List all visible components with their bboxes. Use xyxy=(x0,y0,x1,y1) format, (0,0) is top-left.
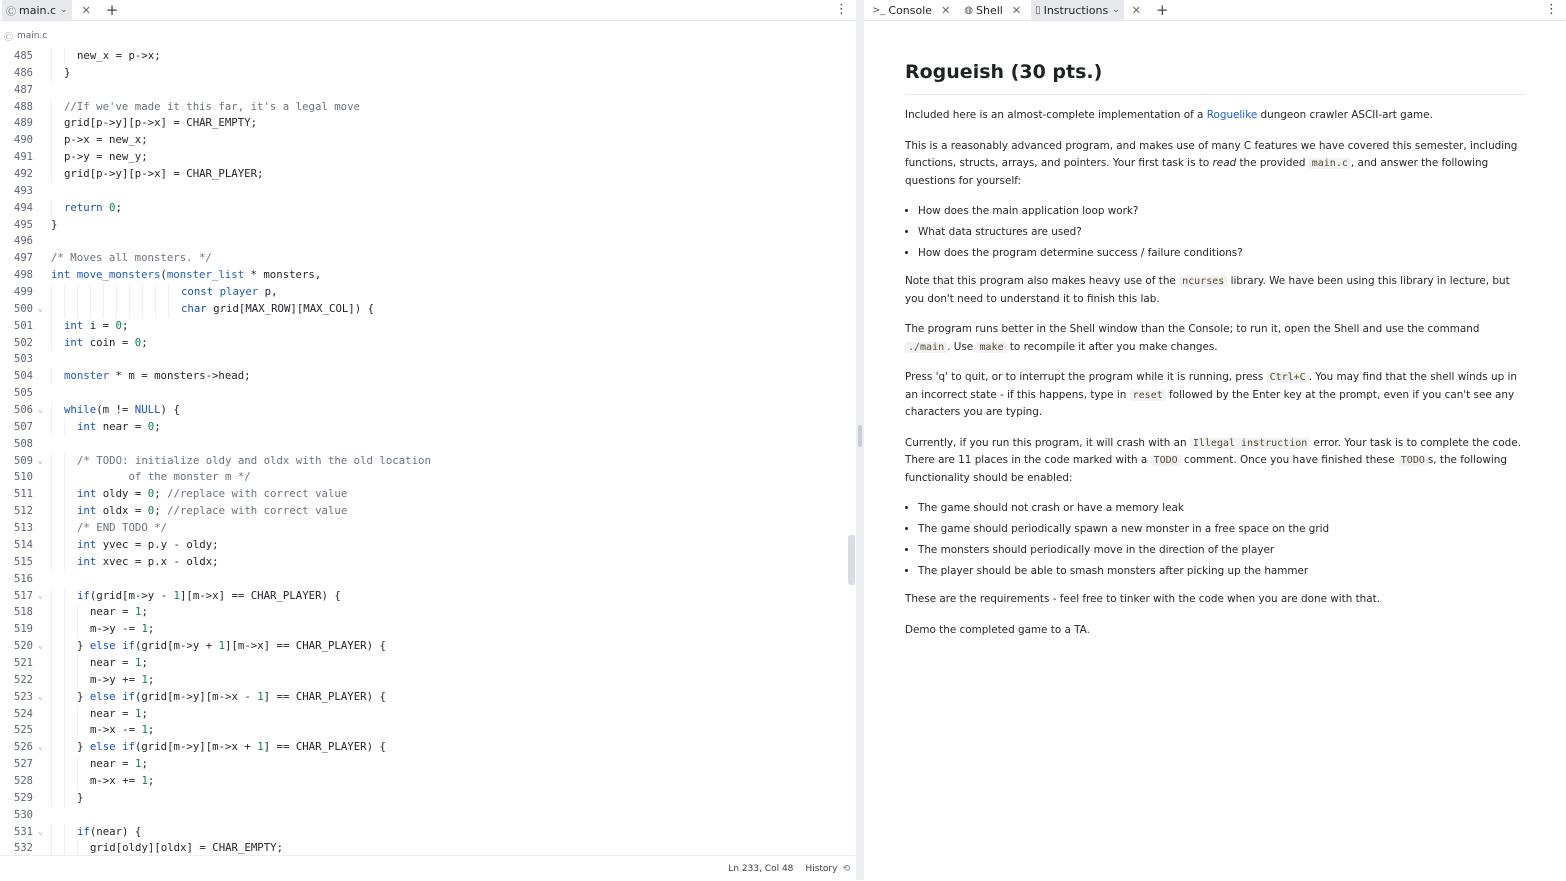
code-line[interactable] xyxy=(0,520,856,537)
code-line[interactable] xyxy=(0,537,856,554)
code-line[interactable] xyxy=(0,385,856,402)
breadcrumb-file[interactable]: main.c xyxy=(17,31,48,41)
code-line[interactable] xyxy=(0,183,856,200)
code-text: //If we've made it this far, it's a legal move xyxy=(51,99,360,116)
line-number: 531 xyxy=(14,825,33,838)
book-icon: ▯ xyxy=(1035,4,1041,16)
line-number: 488 xyxy=(14,100,33,113)
code-text: near = 1; xyxy=(51,655,148,672)
more-options-icon[interactable]: ⋮ xyxy=(835,2,848,17)
code-line[interactable] xyxy=(0,48,856,65)
code-text: } else if(grid[m->y + 1][m->x] == CHAR_PLAYER) { xyxy=(51,638,386,655)
history-icon[interactable]: ⟲ xyxy=(842,863,850,874)
code-line[interactable] xyxy=(0,318,856,335)
code-line[interactable] xyxy=(0,790,856,807)
code-text: int move_monsters(monster_list * monsters, xyxy=(51,268,322,282)
instructions-pane xyxy=(864,0,1566,880)
close-icon[interactable]: ✕ xyxy=(941,3,951,17)
quit-paragraph xyxy=(905,369,1525,422)
line-number: 510 xyxy=(14,471,33,484)
code-text: } xyxy=(51,65,70,82)
fold-chevron-icon[interactable]: ⌄ xyxy=(38,405,43,415)
fold-chevron-icon[interactable]: ⌄ xyxy=(38,742,43,752)
code-line[interactable] xyxy=(0,638,856,655)
inline-code: ncurses xyxy=(1179,276,1227,287)
inline-code: Ctrl+C xyxy=(1267,372,1309,383)
code-line[interactable] xyxy=(0,335,856,352)
tab-label: Console xyxy=(888,3,933,17)
cursor-position[interactable]: Ln 233, Col 48 xyxy=(728,863,794,874)
inline-code: Illegal instruction xyxy=(1190,438,1310,449)
line-number: 532 xyxy=(14,842,33,855)
code-text: int yvec = p.y - oldy; xyxy=(51,537,219,554)
code-line[interactable] xyxy=(0,840,856,855)
line-number: 508 xyxy=(14,437,33,450)
new-tab-button[interactable]: + xyxy=(1155,1,1169,19)
code-line[interactable] xyxy=(0,284,856,301)
code-line[interactable] xyxy=(0,149,856,166)
list-item: • How does the main application loop work? xyxy=(918,203,1525,220)
code-line[interactable] xyxy=(0,739,856,756)
text: s, the following functionality should be enabled: xyxy=(905,454,1507,484)
code-text: p->x = new_x; xyxy=(51,132,148,149)
emphasis: read xyxy=(1212,157,1237,169)
console-icon: >_ xyxy=(872,4,886,16)
code-line[interactable] xyxy=(0,419,856,436)
line-number: 518 xyxy=(14,606,33,619)
code-line[interactable] xyxy=(0,65,856,82)
tab-shell[interactable] xyxy=(960,0,1025,20)
code-text: m->x -= 1; xyxy=(51,722,154,739)
pane-divider[interactable] xyxy=(856,0,864,880)
code-line[interactable] xyxy=(0,706,856,723)
line-number: 495 xyxy=(14,218,33,231)
code-line[interactable] xyxy=(0,301,856,318)
tab-console[interactable] xyxy=(868,0,954,20)
line-number: 492 xyxy=(14,168,33,181)
code-line[interactable] xyxy=(0,82,856,99)
shell-icon: ◍ xyxy=(964,4,974,16)
code-text: int oldy = 0; //replace with correct value xyxy=(51,486,347,503)
code-line[interactable] xyxy=(0,571,856,588)
inline-code: TODO xyxy=(1151,455,1181,466)
text: This is a reasonably advanced program, and makes use of many C features we have covered this semester, including functions, structs, arrays, and pointers. Your first task is to xyxy=(905,139,1518,169)
list-item: • The game should not crash or have a memory leak xyxy=(918,500,1525,517)
demo-note: Demo the completed game to a TA. xyxy=(905,623,1090,636)
code-line[interactable] xyxy=(0,672,856,689)
line-number: 523 xyxy=(14,690,33,703)
code-line[interactable] xyxy=(0,722,856,739)
text: Press 'q' to quit, or to interrupt the program while it is running, press xyxy=(905,371,1267,383)
line-number: 485 xyxy=(14,50,33,62)
fold-chevron-icon[interactable]: ⌄ xyxy=(38,691,43,701)
line-number: 494 xyxy=(14,201,33,214)
text: followed by the Enter key at the prompt, even if you can't see any characters you are typing. xyxy=(905,388,1515,418)
line-number: 505 xyxy=(14,387,33,400)
code-line[interactable] xyxy=(0,200,856,217)
line-number: 501 xyxy=(14,319,33,332)
close-tab-button[interactable] xyxy=(72,0,95,20)
text: . You may find that the shell winds up in an incorrect state - if this happens, type in xyxy=(905,371,1517,401)
line-number: 521 xyxy=(14,656,33,669)
code-text: grid[p->y][p->x] = CHAR_PLAYER; xyxy=(51,166,263,183)
code-line[interactable] xyxy=(0,132,856,149)
code-text: near = 1; xyxy=(51,756,148,773)
code-line[interactable] xyxy=(0,486,856,503)
line-number: 529 xyxy=(14,791,33,804)
line-number: 496 xyxy=(14,235,33,248)
text: error. Your task is to complete the code. There are 11 places in the code marked with a xyxy=(905,436,1521,466)
text: Currently, if you run this program, it will crash with an xyxy=(905,436,1190,449)
code-text: char grid[MAX_ROW][MAX_COL]) { xyxy=(51,301,374,318)
code-text: int near = 0; xyxy=(51,419,161,436)
run-paragraph xyxy=(905,321,1525,356)
list-item: • The monsters should periodically move in the direction of the player xyxy=(918,542,1525,559)
status-bar xyxy=(0,855,856,881)
code-line[interactable] xyxy=(0,756,856,773)
line-number: 512 xyxy=(14,505,33,518)
code-text: grid[oldy][oldx] = CHAR_EMPTY; xyxy=(51,840,283,855)
line-number: 490 xyxy=(14,134,33,147)
code-line[interactable] xyxy=(0,99,856,116)
code-text: of the monster m */ xyxy=(51,469,251,486)
line-number: 493 xyxy=(14,184,33,197)
code-line[interactable] xyxy=(0,166,856,183)
code-text: new_x = p->x; xyxy=(51,48,161,65)
task-paragraph xyxy=(905,138,1525,191)
inline-code: make xyxy=(976,342,1006,353)
code-line[interactable] xyxy=(0,807,856,824)
text: , and answer the following questions for yourself: xyxy=(905,157,1489,187)
code-line[interactable] xyxy=(0,621,856,638)
line-number: 526 xyxy=(14,741,33,754)
fold-chevron-icon[interactable]: ⌄ xyxy=(38,590,43,600)
code-line[interactable] xyxy=(0,402,856,419)
line-number: 515 xyxy=(14,555,33,568)
tab-label: Instructions xyxy=(1043,3,1109,17)
questions-list xyxy=(905,203,1525,262)
line-number: 530 xyxy=(14,808,33,821)
fold-chevron-icon[interactable]: ⌄ xyxy=(38,303,43,313)
code-line[interactable] xyxy=(0,233,856,250)
line-number: 514 xyxy=(14,538,33,551)
ncurses-paragraph xyxy=(905,273,1525,308)
code-line[interactable] xyxy=(0,217,856,234)
code-text: if(grid[m->y - 1][m->x] == CHAR_PLAYER) { xyxy=(51,588,341,605)
line-number: 507 xyxy=(14,420,33,433)
list-item: • The player should be able to smash monsters after picking up the hammer xyxy=(918,563,1525,580)
instructions-document xyxy=(905,60,1525,652)
text: The program runs better in the Shell window than the Console; to run it, open the Shell and use the command xyxy=(905,323,1480,335)
todo-paragraph xyxy=(905,435,1525,488)
requirements-note: These are the requirements - feel free to tinker with the code when you are done with that. xyxy=(905,593,1381,605)
inline-code: ./main xyxy=(905,342,947,353)
text: comment. Once you have finished these xyxy=(1180,454,1398,466)
code-line[interactable] xyxy=(0,267,856,284)
code-text: } xyxy=(51,790,83,807)
line-number: 513 xyxy=(14,522,33,535)
code-text: int coin = 0; xyxy=(51,335,148,352)
line-number: 491 xyxy=(14,151,33,164)
line-number: 503 xyxy=(14,353,33,366)
code-line[interactable] xyxy=(0,469,856,486)
code-line[interactable] xyxy=(0,824,856,841)
code-text: } else if(grid[m->y][m->x + 1] == CHAR_PLAYER) { xyxy=(51,739,386,756)
close-tab-button[interactable] xyxy=(1124,0,1145,20)
code-line[interactable] xyxy=(0,554,856,571)
fold-chevron-icon[interactable]: ⌄ xyxy=(38,826,43,836)
more-options-icon[interactable]: ⋮ xyxy=(1545,2,1558,17)
chevron-down-icon[interactable]: ⌄ xyxy=(60,5,68,15)
code-text: /* END TODO */ xyxy=(51,520,167,537)
line-number: 509 xyxy=(14,454,33,467)
text: Note that this program also makes heavy use of the xyxy=(905,275,1180,287)
line-number: 517 xyxy=(14,589,33,602)
list-item: • The game should periodically spawn a new monster in a free space on the grid xyxy=(918,521,1525,538)
code-line[interactable] xyxy=(0,503,856,520)
tab-label: Shell xyxy=(976,3,1003,17)
code-line[interactable] xyxy=(0,588,856,605)
line-number: 500 xyxy=(14,302,33,315)
breadcrumb xyxy=(0,28,47,44)
c-file-icon: Ⓒ xyxy=(6,6,16,18)
line-number: 497 xyxy=(14,252,33,265)
line-number: 527 xyxy=(14,758,33,771)
code-text: int oldx = 0; //replace with correct value xyxy=(51,503,347,520)
code-text: /* Moves all monsters. */ xyxy=(51,251,212,265)
line-number: 511 xyxy=(14,488,33,501)
code-text: return 0; xyxy=(51,200,122,217)
text: the provided xyxy=(1236,157,1309,169)
chevron-down-icon[interactable]: ⌄ xyxy=(1112,5,1120,15)
fold-chevron-icon[interactable]: ⌄ xyxy=(38,641,43,651)
line-number: 499 xyxy=(14,286,33,299)
code-line[interactable] xyxy=(0,655,856,672)
inline-code: main.c xyxy=(1309,158,1351,169)
text: Included here is an almost-complete implementation of a xyxy=(905,109,1207,121)
text: . Use xyxy=(947,340,977,353)
code-line[interactable] xyxy=(0,436,856,453)
line-number: 498 xyxy=(14,269,33,282)
code-line[interactable] xyxy=(0,773,856,790)
right-tabbar xyxy=(864,0,1566,21)
text: library. We have been using this library in lecture, but you don't need to understand it to finish this lab. xyxy=(905,275,1510,305)
code-line[interactable] xyxy=(0,689,856,706)
code-text: m->y -= 1; xyxy=(51,621,154,638)
roguelike-link[interactable]: Roguelike xyxy=(1206,109,1258,121)
code-text: m->x += 1; xyxy=(51,773,154,790)
code-text: near = 1; xyxy=(51,604,148,621)
line-number: 520 xyxy=(14,640,33,653)
code-text: /* TODO: initialize oldy and oldx with the old location xyxy=(51,453,431,470)
intro-paragraph xyxy=(905,107,1525,125)
line-number: 524 xyxy=(14,707,33,720)
line-number: 528 xyxy=(14,774,33,787)
close-icon[interactable]: ✕ xyxy=(81,3,91,17)
editor-scrollbar[interactable] xyxy=(848,535,855,585)
close-icon[interactable]: ✕ xyxy=(1011,3,1022,17)
inline-code: TODO xyxy=(1398,455,1428,466)
line-number: 506 xyxy=(14,404,33,417)
c-file-icon: Ⓒ xyxy=(4,32,14,43)
inline-code: reset xyxy=(1130,390,1166,401)
line-number: 487 xyxy=(14,83,33,96)
line-number: 489 xyxy=(14,117,33,130)
code-text: const player p, xyxy=(51,284,278,301)
fold-chevron-icon[interactable]: ⌄ xyxy=(38,455,43,465)
list-item: • What data structures are used? xyxy=(918,224,1525,241)
code-text: int i = 0; xyxy=(51,318,128,335)
code-text: while(m != NULL) { xyxy=(51,402,180,419)
line-number: 502 xyxy=(14,336,33,349)
line-number: 519 xyxy=(14,623,33,636)
list-item: • How does the program determine success / failure conditions? xyxy=(918,245,1525,262)
code-line[interactable] xyxy=(0,115,856,132)
code-text: grid[p->y][p->x] = CHAR_EMPTY; xyxy=(51,115,257,132)
requirements-list xyxy=(905,500,1525,580)
close-icon[interactable]: ✕ xyxy=(1131,3,1141,17)
editor-tabbar xyxy=(0,0,856,21)
code-text: int xvec = p.x - oldx; xyxy=(51,554,219,571)
code-text: p->y = new_y; xyxy=(51,149,148,166)
code-text: m->y += 1; xyxy=(51,672,154,689)
code-editor[interactable] xyxy=(0,48,856,855)
line-number: 516 xyxy=(14,572,33,585)
code-line[interactable] xyxy=(0,351,856,368)
code-text: if(near) { xyxy=(51,824,141,841)
code-line[interactable] xyxy=(0,368,856,385)
code-line[interactable] xyxy=(0,453,856,470)
code-text: } xyxy=(51,217,58,231)
code-text: } else if(grid[m->y][m->x - 1] == CHAR_PLAYER) { xyxy=(51,689,386,706)
line-number: 525 xyxy=(14,724,33,737)
code-line[interactable] xyxy=(0,250,856,267)
new-tab-button[interactable]: + xyxy=(105,1,119,19)
text: to recompile it after you make changes. xyxy=(1006,340,1218,353)
text: dungeon crawler ASCII-art game. xyxy=(1257,109,1433,121)
resize-handle[interactable] xyxy=(858,425,862,447)
tab-main-c[interactable] xyxy=(2,0,72,20)
tab-instructions[interactable] xyxy=(1031,0,1124,20)
page-title: Rogueish (30 pts.) xyxy=(905,60,1525,95)
line-number: 504 xyxy=(14,370,33,383)
code-text: monster * m = monsters->head; xyxy=(51,368,251,385)
line-number: 522 xyxy=(14,673,33,686)
line-number: 486 xyxy=(14,66,33,79)
tab-label: main.c xyxy=(19,3,57,17)
code-line[interactable] xyxy=(0,604,856,621)
code-text: near = 1; xyxy=(51,706,148,723)
history-button[interactable]: History xyxy=(805,863,838,874)
